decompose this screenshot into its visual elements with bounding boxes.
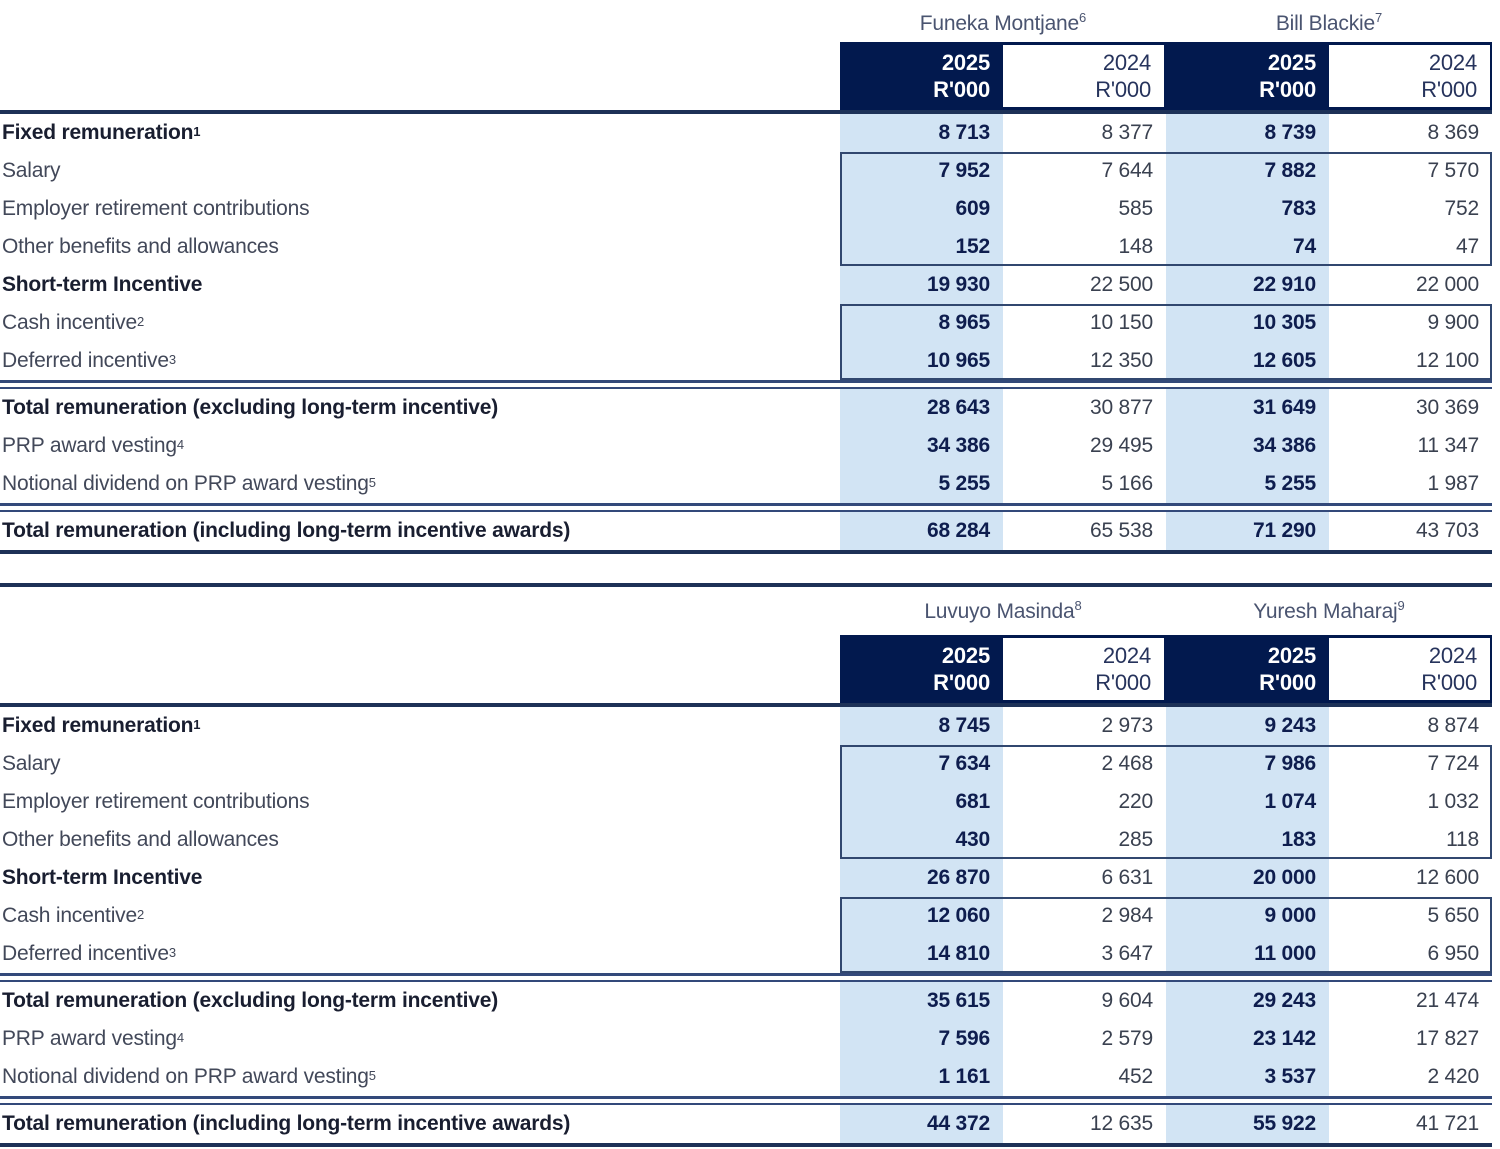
column-header-2024 xyxy=(1003,635,1166,703)
row-label xyxy=(0,114,840,152)
value-cell-2024: 7 724 xyxy=(1427,752,1479,775)
table-bottom-rule xyxy=(0,1143,1492,1147)
person-name-2 xyxy=(1166,598,1492,624)
footnote-marker: 9 xyxy=(1397,598,1405,613)
row-label-text: Fixed remuneration xyxy=(2,121,194,144)
row-label xyxy=(0,465,840,503)
value-cell-2025: 34 386 xyxy=(840,427,1003,465)
row-label-text: Notional dividend on PRP award vesting xyxy=(2,1065,369,1088)
value-cell-2025: 34 386 xyxy=(1166,427,1329,465)
column-header-2024 xyxy=(1329,635,1492,703)
column-header-2024 xyxy=(1329,42,1492,110)
value-cell-2025: 20 000 xyxy=(1166,859,1329,897)
value-cell-2024: 452 xyxy=(1118,1065,1153,1088)
row-label-text: Salary xyxy=(2,752,61,775)
value-cell-2024: 41 721 xyxy=(1415,1112,1479,1135)
value-cell-2024: 3 647 xyxy=(1101,942,1153,965)
value-cell-2025: 44 372 xyxy=(840,1105,1003,1143)
value-cell-2025: 5 255 xyxy=(1166,465,1329,503)
footnote-marker: 3 xyxy=(168,351,177,367)
table-row xyxy=(0,190,1492,228)
row-label-text: Deferred incentive xyxy=(2,942,169,965)
value-cell-2024: 22 000 xyxy=(1415,273,1479,296)
value-cell-2025: 31 649 xyxy=(1166,389,1329,427)
value-cell-2025: 10 965 xyxy=(840,342,1003,380)
table-bottom-rule xyxy=(0,550,1492,554)
value-cell-2024: 7 570 xyxy=(1427,159,1479,182)
table-row xyxy=(0,745,1492,783)
year-label: 2024 xyxy=(1102,643,1151,668)
footnote-marker: 1 xyxy=(193,123,201,139)
table-row xyxy=(0,152,1492,190)
footnote-marker: 5 xyxy=(368,474,376,490)
unit-label: R'000 xyxy=(1259,670,1316,695)
footnote-marker: 2 xyxy=(136,906,145,922)
row-label-text: Total remuneration (excluding long-term incentive) xyxy=(2,989,498,1012)
person-name-1 xyxy=(840,598,1166,624)
value-cell-2025: 35 615 xyxy=(840,982,1003,1020)
value-cell-2025: 152 xyxy=(840,228,1003,266)
row-label xyxy=(0,935,840,973)
footnote-marker: 5 xyxy=(368,1067,376,1083)
row-label-text: Short-term Incentive xyxy=(2,273,203,296)
value-cell-2025: 22 910 xyxy=(1166,266,1329,304)
value-cell-2025: 7 596 xyxy=(840,1020,1003,1058)
person-name-text: Bill Blackie xyxy=(1275,12,1375,35)
value-cell-2024: 65 538 xyxy=(1089,519,1153,542)
footnote-marker: 7 xyxy=(1374,10,1383,25)
table-body xyxy=(0,707,1492,1143)
value-cell-2024: 29 495 xyxy=(1089,434,1153,457)
value-cell-2025: 55 922 xyxy=(1166,1105,1329,1143)
value-cell-2024: 6 950 xyxy=(1427,942,1479,965)
value-cell-2025: 1 161 xyxy=(840,1058,1003,1096)
row-label-text: Cash incentive xyxy=(2,904,137,927)
row-label xyxy=(0,304,840,342)
table-row xyxy=(0,342,1492,380)
row-label-text: Total remuneration (excluding long-term incentive) xyxy=(2,396,498,419)
unit-label: R'000 xyxy=(1259,77,1316,102)
remuneration-table-1 xyxy=(0,4,1492,554)
double-rule xyxy=(0,380,1492,389)
year-label: 2025 xyxy=(1267,643,1316,668)
value-cell-2024: 6 631 xyxy=(1101,866,1153,889)
label-column-spacer xyxy=(0,42,840,110)
value-cell-2024: 12 350 xyxy=(1089,349,1153,372)
value-cell-2024: 2 973 xyxy=(1101,714,1153,737)
double-rule xyxy=(0,1096,1492,1105)
boxed-row-group xyxy=(0,745,1492,859)
value-cell-2024: 2 468 xyxy=(1101,752,1153,775)
year-label: 2025 xyxy=(941,50,990,75)
person-name-text: Luvuyo Masinda xyxy=(924,600,1075,623)
value-cell-2025: 8 739 xyxy=(1166,114,1329,152)
row-label xyxy=(0,389,840,427)
value-cell-2025: 609 xyxy=(840,190,1003,228)
footnote-marker: 8 xyxy=(1074,598,1082,613)
value-cell-2024: 30 369 xyxy=(1415,396,1479,419)
value-cell-2025: 681 xyxy=(840,783,1003,821)
unit-label: R'000 xyxy=(1095,670,1151,695)
footnote-marker: 1 xyxy=(193,716,201,732)
row-label xyxy=(0,859,840,897)
value-cell-2024: 21 474 xyxy=(1415,989,1479,1012)
person-name-text: Funeka Montjane xyxy=(919,12,1080,35)
table-row xyxy=(0,465,1492,503)
value-cell-2025: 1 074 xyxy=(1166,783,1329,821)
row-label xyxy=(0,152,840,190)
value-cell-2025: 7 986 xyxy=(1166,745,1329,783)
value-cell-2024: 2 984 xyxy=(1101,904,1153,927)
value-cell-2024: 2 420 xyxy=(1427,1065,1479,1088)
person-name-1 xyxy=(840,10,1166,36)
year-label: 2024 xyxy=(1428,50,1477,75)
value-cell-2025: 8 713 xyxy=(840,114,1003,152)
row-label xyxy=(0,707,840,745)
value-cell-2025: 5 255 xyxy=(840,465,1003,503)
column-header-2024 xyxy=(1003,42,1166,110)
value-cell-2025: 23 142 xyxy=(1166,1020,1329,1058)
row-label-text: Other benefits and allowances xyxy=(2,235,279,258)
table-body xyxy=(0,114,1492,550)
row-label-text: Total remuneration (including long-term incentive awards) xyxy=(2,1112,571,1135)
row-label xyxy=(0,190,840,228)
row-label xyxy=(0,1105,840,1143)
value-cell-2024: 585 xyxy=(1118,197,1153,220)
value-cell-2024: 9 604 xyxy=(1101,989,1153,1012)
boxed-row-group xyxy=(0,152,1492,266)
person-name-text: Yuresh Maharaj xyxy=(1253,600,1398,623)
value-cell-2024: 7 644 xyxy=(1101,159,1153,182)
value-cell-2024: 8 369 xyxy=(1427,121,1479,144)
row-label xyxy=(0,266,840,304)
value-cell-2025: 29 243 xyxy=(1166,982,1329,1020)
value-cell-2024: 285 xyxy=(1118,828,1153,851)
unit-label: R'000 xyxy=(933,77,990,102)
value-cell-2024: 5 650 xyxy=(1427,904,1479,927)
value-cell-2024: 47 xyxy=(1456,235,1479,258)
value-cell-2025: 7 952 xyxy=(840,152,1003,190)
unit-label: R'000 xyxy=(1421,670,1477,695)
row-label xyxy=(0,1020,840,1058)
value-cell-2025: 430 xyxy=(840,821,1003,859)
row-label-text: Short-term Incentive xyxy=(2,866,203,889)
row-label xyxy=(0,342,840,380)
double-rule xyxy=(0,973,1492,982)
value-cell-2025: 11 000 xyxy=(1166,935,1329,973)
value-cell-2024: 5 166 xyxy=(1101,472,1153,495)
row-label xyxy=(0,1058,840,1096)
value-cell-2025: 14 810 xyxy=(840,935,1003,973)
column-header-2025 xyxy=(1166,42,1329,110)
value-cell-2024: 1 032 xyxy=(1427,790,1479,813)
table-row xyxy=(0,982,1492,1020)
boxed-row-group xyxy=(0,304,1492,380)
table-row xyxy=(0,707,1492,745)
footnote-marker: 3 xyxy=(168,944,177,960)
value-cell-2025: 12 605 xyxy=(1166,342,1329,380)
person-names-row xyxy=(0,587,1492,635)
year-label: 2025 xyxy=(1267,50,1316,75)
value-cell-2025: 28 643 xyxy=(840,389,1003,427)
value-cell-2024: 752 xyxy=(1444,197,1479,220)
value-cell-2025: 9 243 xyxy=(1166,707,1329,745)
row-label-text: Fixed remuneration xyxy=(2,714,194,737)
value-cell-2024: 8 874 xyxy=(1427,714,1479,737)
value-cell-2024: 118 xyxy=(1446,828,1479,851)
remuneration-table-2 xyxy=(0,583,1492,1147)
row-label xyxy=(0,228,840,266)
label-column-spacer xyxy=(0,635,840,703)
row-label-text: Employer retirement contributions xyxy=(2,790,310,813)
value-cell-2025: 68 284 xyxy=(840,512,1003,550)
row-label-text: PRP award vesting xyxy=(2,1027,177,1050)
row-label-text: PRP award vesting xyxy=(2,434,177,457)
table-row xyxy=(0,1020,1492,1058)
table-row xyxy=(0,427,1492,465)
table-row xyxy=(0,512,1492,550)
row-label-text: Employer retirement contributions xyxy=(2,197,310,220)
table-row xyxy=(0,228,1492,266)
value-cell-2025: 8 745 xyxy=(840,707,1003,745)
value-cell-2025: 3 537 xyxy=(1166,1058,1329,1096)
table-row xyxy=(0,114,1492,152)
value-cell-2024: 17 827 xyxy=(1415,1027,1479,1050)
footnote-marker: 6 xyxy=(1079,10,1087,25)
value-cell-2025: 10 305 xyxy=(1166,304,1329,342)
table-row xyxy=(0,783,1492,821)
value-cell-2024: 12 600 xyxy=(1415,866,1479,889)
value-cell-2024: 22 500 xyxy=(1089,273,1153,296)
value-cell-2024: 1 987 xyxy=(1427,472,1479,495)
unit-label: R'000 xyxy=(1095,77,1151,102)
row-label-text: Total remuneration (including long-term incentive awards) xyxy=(2,519,571,542)
value-cell-2025: 783 xyxy=(1166,190,1329,228)
value-cell-2025: 7 882 xyxy=(1166,152,1329,190)
year-label: 2025 xyxy=(941,643,990,668)
year-label: 2024 xyxy=(1102,50,1151,75)
row-label xyxy=(0,821,840,859)
column-header-band xyxy=(0,635,1492,703)
person-name-2 xyxy=(1166,10,1492,36)
table-row xyxy=(0,821,1492,859)
value-cell-2025: 9 000 xyxy=(1166,897,1329,935)
value-cell-2025: 8 965 xyxy=(840,304,1003,342)
value-cell-2025: 7 634 xyxy=(840,745,1003,783)
value-cell-2025: 71 290 xyxy=(1166,512,1329,550)
row-label xyxy=(0,745,840,783)
row-label xyxy=(0,982,840,1020)
footnote-marker: 4 xyxy=(176,436,185,452)
value-cell-2025: 26 870 xyxy=(840,859,1003,897)
year-label: 2024 xyxy=(1428,643,1477,668)
value-cell-2024: 220 xyxy=(1118,790,1153,813)
column-header-2025 xyxy=(1166,635,1329,703)
row-label-text: Salary xyxy=(2,159,61,182)
value-cell-2024: 43 703 xyxy=(1415,519,1479,542)
footnote-marker: 4 xyxy=(176,1029,185,1045)
table-row xyxy=(0,935,1492,973)
value-cell-2024: 2 579 xyxy=(1101,1027,1153,1050)
value-cell-2024: 30 877 xyxy=(1089,396,1153,419)
column-header-2025 xyxy=(840,42,1003,110)
row-label-text: Deferred incentive xyxy=(2,349,169,372)
value-cell-2025: 19 930 xyxy=(840,266,1003,304)
row-label xyxy=(0,427,840,465)
row-label xyxy=(0,783,840,821)
unit-label: R'000 xyxy=(1421,77,1477,102)
person-names-row xyxy=(0,4,1492,42)
table-row xyxy=(0,389,1492,427)
table-row xyxy=(0,1058,1492,1096)
table-row xyxy=(0,1105,1492,1143)
table-row xyxy=(0,859,1492,897)
row-label-text: Notional dividend on PRP award vesting xyxy=(2,472,369,495)
table-row xyxy=(0,304,1492,342)
double-rule xyxy=(0,503,1492,512)
row-label-text: Cash incentive xyxy=(2,311,137,334)
column-header-2025 xyxy=(840,635,1003,703)
value-cell-2024: 12 100 xyxy=(1415,349,1479,372)
value-cell-2024: 9 900 xyxy=(1427,311,1479,334)
unit-label: R'000 xyxy=(933,670,990,695)
row-label xyxy=(0,512,840,550)
value-cell-2024: 12 635 xyxy=(1089,1112,1153,1135)
value-cell-2024: 11 347 xyxy=(1417,434,1479,457)
footnote-marker: 2 xyxy=(136,313,145,329)
boxed-row-group xyxy=(0,897,1492,973)
table-row xyxy=(0,266,1492,304)
value-cell-2024: 8 377 xyxy=(1101,121,1153,144)
value-cell-2025: 12 060 xyxy=(840,897,1003,935)
table-row xyxy=(0,897,1492,935)
value-cell-2025: 74 xyxy=(1166,228,1329,266)
value-cell-2024: 148 xyxy=(1118,235,1153,258)
value-cell-2024: 10 150 xyxy=(1089,311,1153,334)
row-label xyxy=(0,897,840,935)
row-label-text: Other benefits and allowances xyxy=(2,828,279,851)
value-cell-2025: 183 xyxy=(1166,821,1329,859)
column-header-band xyxy=(0,42,1492,110)
